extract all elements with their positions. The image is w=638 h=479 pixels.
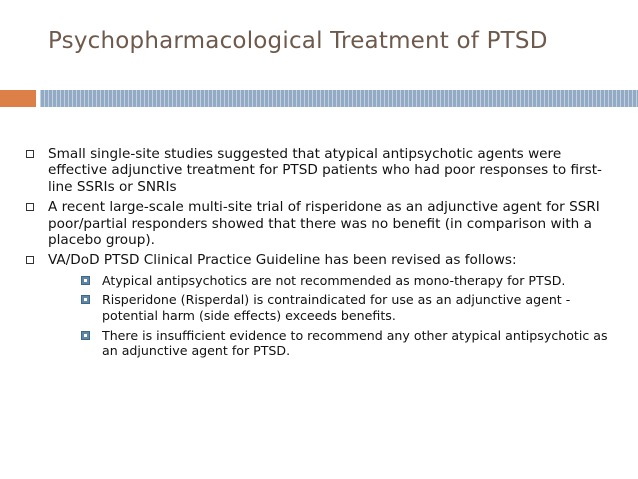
square-bullet-icon (26, 150, 34, 158)
sub-bullet-text: Atypical antipsychotics are not recommended as mono-therapy for PTSD. (102, 272, 566, 288)
square-bullet-icon (26, 203, 34, 211)
filled-square-bullet-icon (81, 295, 90, 304)
slide-content (24, 146, 624, 363)
bullet-item (24, 146, 624, 195)
sub-bullet-text: Risperidone (Risperdal) is contraindicated for use as an adjunctive agent - potential harm (side effects) exceeds benefits. (102, 292, 571, 324)
sub-bullet-list (48, 273, 624, 359)
bullet-text: Small single-site studies suggested that atypical antipsychotic agents were effective adjunctive treatment for PTSD patients who had poor responses to first-line SSRIs or SNRIs (48, 146, 602, 195)
sub-bullet-item (48, 292, 624, 323)
title-accent-bar (0, 90, 36, 107)
sub-bullet-item (48, 328, 624, 359)
filled-square-bullet-icon (81, 331, 90, 340)
sub-bullet-text: There is insufficient evidence to recommend any other atypical antipsychotic as an adjunctive agent for PTSD. (102, 327, 608, 359)
bullet-text: A recent large-scale multi-site trial of risperidone as an adjunctive agent for SSRI poor/partial responders showed that there was no benefit (in comparison with a placebo group). (48, 199, 600, 249)
sub-bullet-item (48, 273, 624, 289)
title-divider-bar (40, 90, 638, 107)
bullet-item (24, 199, 624, 248)
bullet-item (24, 252, 624, 358)
filled-square-bullet-icon (81, 276, 90, 285)
bullet-text: VA/DoD PTSD Clinical Practice Guideline has been revised as follows: (48, 252, 517, 269)
slide-title: Psychopharmacological Treatment of PTSD (48, 28, 548, 54)
square-bullet-icon (26, 256, 34, 264)
